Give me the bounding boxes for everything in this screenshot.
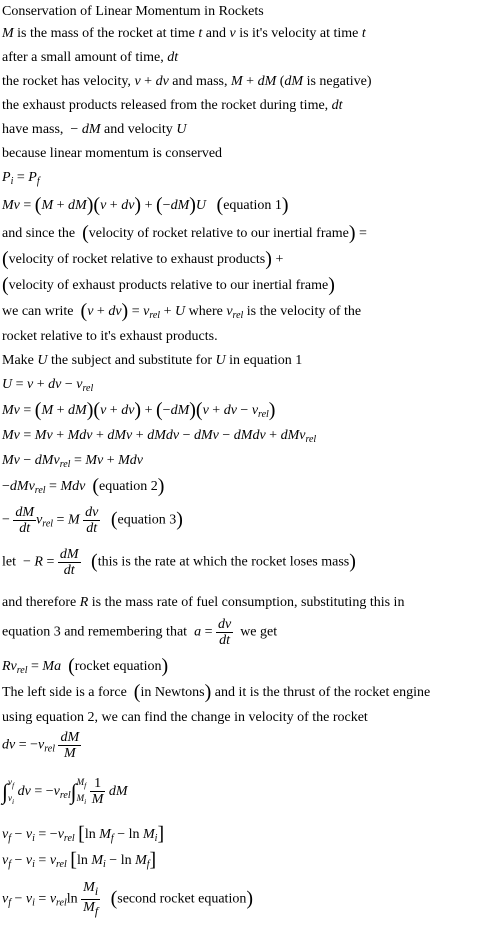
eq-1: Mv = (M + dM)(v + dv) + (−dM)U (equation 1) (2, 194, 289, 216)
eq-expanded: Mv = Mv + Mdv + dMv + dMdv − dMv − dMdv + dMv$_{rel}$ (2, 428, 317, 445)
line-2: M is the mass of the rocket at time t and v is it's velocity at time t (2, 26, 366, 41)
eq-log-2: $v_f - v_i = v_{rel}$ [ln $M_i - \ln M_f$] (2, 849, 157, 871)
line-27: using equation 2, we can find the change in velocity of the rocket (2, 710, 368, 725)
line-26: The left side is a force (in Newtons) and it is the thrust of the rocket engine (2, 681, 431, 703)
line-23: and therefore R is the mass rate of fuel consumption, substituting this in (2, 595, 405, 610)
eq-dv: dv = $-v_{rel}$ $\frac{dM}{M}$ (2, 730, 80, 761)
eq-rate: let − R = $\frac{dM}{dt}$ (this is the rate at which the rocket loses mass) (2, 547, 356, 578)
line-12: (velocity of exhaust products relative to our inertial frame) (2, 274, 335, 296)
eq-2: −dMv$_{rel}$ = Mdv (equation 2) (2, 475, 165, 497)
eq-substituted: Mv = (M + dM)(v + dv) + (−dM)(v + dv − $v_{rel}$) (2, 399, 276, 421)
line-13: we can write $(v + dv) = v_{rel} + U$ where $v_{rel}$ is the velocity of the (2, 300, 362, 322)
line-10: and since the (velocity of rocket relative to our inertial frame) = (2, 222, 367, 244)
line-4: the rocket has velocity, v + dv and mass, M + dM (dM is negative) (2, 74, 372, 89)
eq-3: − $\frac{dM}{dt}$ $v_{rel} = M$ $\frac{dv}{dt}$ (equation 3) (2, 505, 183, 536)
title: Conservation of Linear Momentum in Rockets (2, 4, 264, 19)
eq-integral: ∫ $v_f$ $v_i$ dv = $-v_{rel}\int$ $M_f$ $M_i$ $\frac{1}{M}$ dM (2, 776, 128, 808)
line-5: the exhaust products released from the rocket during time, dt (2, 98, 343, 113)
eq-log-1: $v_f - v_i = -v_{rel}$ [ln $M_f - \ln M_i$] (2, 823, 165, 845)
line-6: have mass, − dM and velocity U (2, 122, 187, 137)
eq-rocket: $Rv_{rel} = Ma$ (rocket equation) (2, 655, 169, 677)
line-7: because linear momentum is conserved (2, 146, 223, 161)
line-14: rocket relative to it's exhaust products. (2, 329, 218, 344)
eq-u: U = v + dv − $v_{rel}$ (2, 377, 94, 394)
eq-simplified: Mv − dMv$_{rel}$ = Mv + Mdv (2, 453, 144, 470)
eq-momentum-conserved: $P_i = P_f$ (2, 170, 40, 187)
line-11: (velocity of rocket relative to exhaust products) + (2, 248, 284, 270)
eq-second-rocket: $v_f - v_i = v_{rel}\ln$ $\frac{M_i}{M_f}$ (second rocket equation) (2, 880, 253, 918)
line-3: after a small amount of time, dt (2, 50, 179, 65)
line-15: Make U the subject and substitute for U in equation 1 (2, 353, 303, 368)
line-24: equation 3 and remembering that a = $\frac{dv}{dt}$ we get (2, 617, 278, 648)
